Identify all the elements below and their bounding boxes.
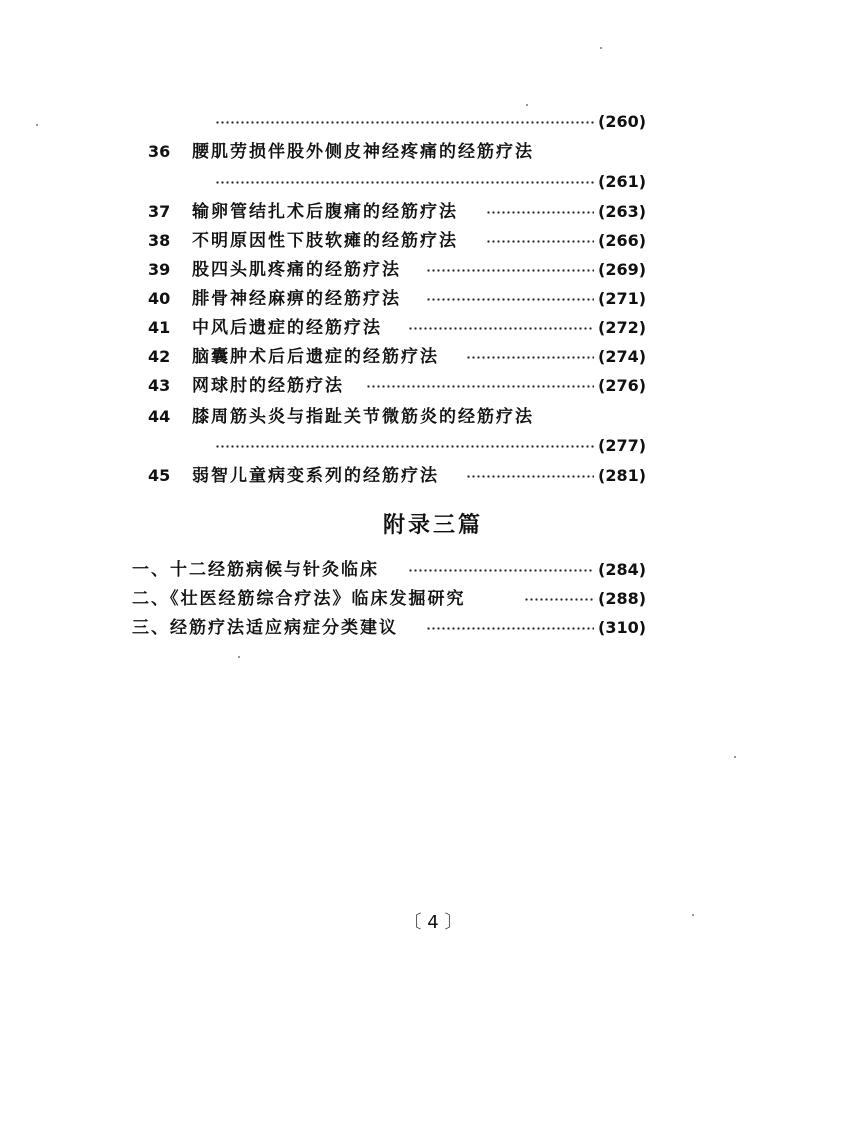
leader-dots: [215, 121, 595, 124]
appendix-item-title: 二、《壮医经筋综合疗法》临床发掘研究: [132, 589, 466, 609]
toc-entry-number: 43: [148, 376, 171, 395]
appendix-item-3: [0, 614, 866, 642]
leader-dots: [466, 356, 594, 359]
toc-entry-title: 脑囊肿术后后遗症的经筋疗法: [192, 347, 439, 367]
appendix-page-ref: (288): [598, 589, 647, 608]
toc-entry-title: 不明原因性下肢软瘫的经筋疗法: [192, 231, 458, 251]
toc-page-ref: (274): [598, 347, 647, 366]
toc-entry-39: [0, 256, 866, 284]
scan-speck: [600, 47, 602, 49]
toc-continuation-line: [0, 108, 866, 136]
leader-dots: [486, 211, 594, 214]
toc-entry-number: 38: [148, 231, 171, 250]
leader-dots: [215, 181, 595, 184]
toc-entry-title: 弱智儿童病变系列的经筋疗法: [192, 466, 439, 486]
toc-page-ref: (276): [598, 376, 647, 395]
toc-entry-title: 输卵管结扎术后腹痛的经筋疗法: [192, 202, 458, 222]
toc-entry-37: [0, 198, 866, 226]
toc-entry-number: 44: [148, 407, 171, 426]
toc-page-ref: (269): [598, 260, 647, 279]
toc-entry-number: 41: [148, 318, 171, 337]
toc-entry-36: [0, 138, 866, 166]
toc-entry-title: 网球肘的经筋疗法: [192, 376, 344, 396]
leader-dots: [466, 475, 594, 478]
toc-entry-title: 股四头肌疼痛的经筋疗法: [192, 260, 401, 280]
toc-entry-number: 36: [148, 142, 171, 161]
toc-entry-44: [0, 403, 866, 431]
scan-speck: [734, 756, 736, 758]
leader-dots: [408, 327, 594, 330]
appendix-heading: 附录三篇: [382, 512, 483, 538]
toc-page-ref: (281): [598, 466, 647, 485]
toc-entry-title: 腓骨神经麻痹的经筋疗法: [192, 289, 401, 309]
toc-entry-title: 中风后遗症的经筋疗法: [192, 318, 382, 338]
leader-dots: [408, 569, 594, 572]
toc-entry-38: [0, 227, 866, 255]
appendix-page-ref: (310): [598, 618, 647, 637]
toc-entry-number: 37: [148, 202, 171, 221]
toc-page-ref: (263): [598, 202, 647, 221]
toc-entry-43: [0, 372, 866, 400]
scan-speck: [36, 124, 38, 126]
leader-dots: [426, 269, 594, 272]
leader-dots: [215, 445, 595, 448]
toc-entry-number: 40: [148, 289, 171, 308]
leader-dots: [426, 627, 594, 630]
leader-dots: [524, 598, 594, 601]
toc-page-ref: (277): [598, 436, 647, 455]
toc-page-ref: (272): [598, 318, 647, 337]
toc-entry-title: 腰肌劳损伴股外侧皮神经疼痛的经筋疗法: [192, 142, 534, 162]
appendix-item-2: [0, 585, 866, 613]
toc-page-ref: (266): [598, 231, 647, 250]
page-number: 〔 4 〕: [403, 912, 463, 933]
toc-entry-number: 42: [148, 347, 171, 366]
scan-speck: [238, 656, 240, 658]
appendix-page-ref: (284): [598, 560, 647, 579]
toc-entry-number: 45: [148, 466, 171, 485]
scan-speck: [526, 104, 528, 106]
toc-entry-45: [0, 462, 866, 490]
toc-continuation-line: [0, 432, 866, 460]
toc-page-ref: (271): [598, 289, 647, 308]
toc-entry-number: 39: [148, 260, 171, 279]
appendix-item-1: [0, 556, 866, 584]
toc-page-ref: (261): [598, 172, 647, 191]
scan-speck: [692, 914, 694, 916]
toc-continuation-line: [0, 168, 866, 196]
leader-dots: [426, 298, 594, 301]
appendix-item-title: 三、经筋疗法适应病症分类建议: [132, 618, 398, 638]
toc-page-ref: (260): [598, 112, 647, 131]
leader-dots: [366, 385, 594, 388]
toc-entry-42: [0, 343, 866, 371]
appendix-item-title: 一、十二经筋病候与针灸临床: [132, 560, 379, 580]
toc-entry-title: 膝周筋头炎与指趾关节微筋炎的经筋疗法: [192, 407, 534, 427]
toc-entry-41: [0, 314, 866, 342]
leader-dots: [486, 240, 594, 243]
toc-entry-40: [0, 285, 866, 313]
